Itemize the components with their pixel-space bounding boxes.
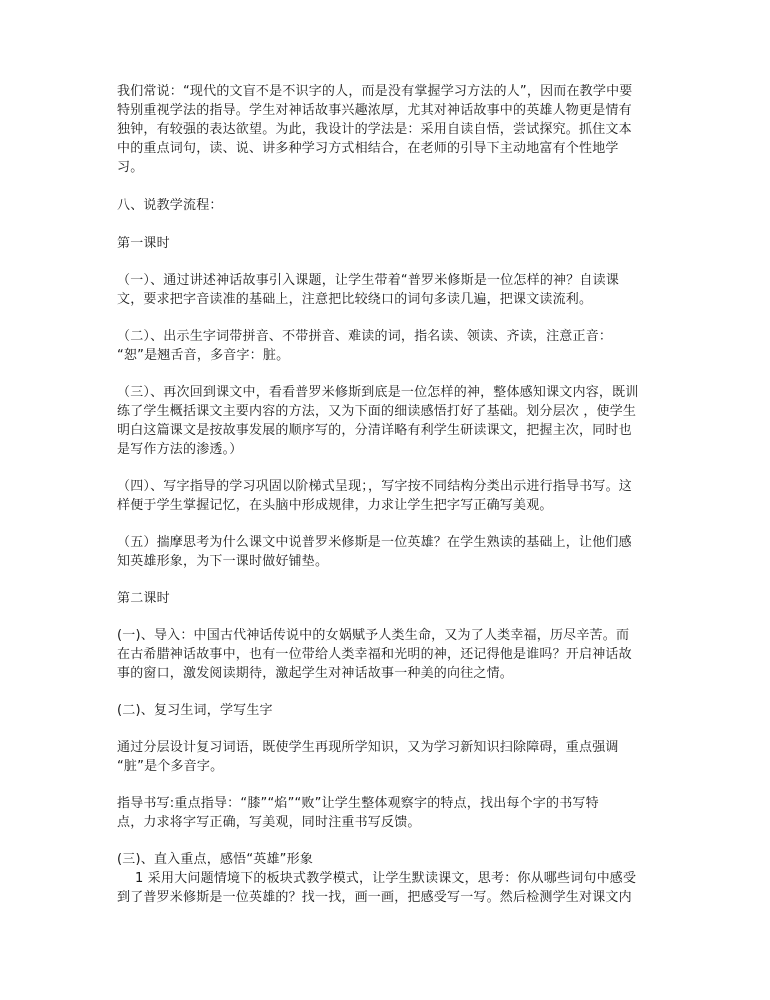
text-line: 到了普罗米修斯是一位英雄的？找一找，画一画，把感受写一写。然后检测学生对课文内 (117, 890, 632, 905)
text-line: 是写作方法的渗透。） (117, 442, 243, 457)
text-line: “恕”是翘舌音，多音字：脏。 (117, 348, 290, 363)
text-line: (一)、导入：中国古代神话传说中的女娲赋予人类生命，又为了人类幸福，历尽辛苦。而 (117, 628, 630, 643)
text-line: (二)、复习生词，学写生字 (117, 703, 273, 718)
lesson-heading: 第二课时 (117, 591, 170, 606)
text-line: 我们常说：“现代的文盲不是不识字的人，而是没有掌握学习方法的人”，因而在教学中要 (117, 84, 633, 99)
text-line: （五）揣摩思考为什么课文中说普罗米修斯是一位英雄？在学生熟读的基础上，让他们感 (117, 535, 632, 550)
text-line: 在古希腊神话故事中，也有一位带给人类幸福和光明的神，还记得他是谁吗？开启神话故 (117, 647, 632, 662)
text-line: 1 采用大问题情境下的板块式教学模式，让学生默读课文，思考：你从哪些词句中感受 (135, 871, 637, 886)
text-line: （二）、出示生字词带拼音、不带拼音、难读的词，指名读、领读、齐读，注意正音： (117, 329, 613, 344)
text-line: “脏”是个多音字。 (117, 759, 224, 774)
text-line: 知英雄形象，为下一课时做好铺垫。 (117, 554, 329, 569)
text-line: （三）、再次回到课文中，看看普罗米修斯到底是一位怎样的神，整体感知课文内容，既训 (117, 385, 639, 400)
text-line: （四）、写字指导的学习巩固以阶梯式呈现；，写字按不同结构分类出示进行指导书写。这 (117, 479, 633, 494)
text-line: 练了学生概括课文主要内容的方法，又为下面的细读感悟打好了基础。划分层次 ，使学生 (117, 404, 637, 419)
text-line: 中的重点词句，读、说、讲多种学习方式相结合，在老师的引导下主动地富有个性地学 (117, 141, 619, 156)
section-heading: 八、说教学流程： (117, 198, 223, 213)
lesson-heading: 第一课时 (117, 236, 170, 251)
text-line: 事的窗口，激发阅读期待，激起学生对神话故事一种美的向往之情。 (117, 666, 514, 681)
text-line: 样便于学生掌握记忆，在头脑中形成规律，力求让学生把字写正确写美观。 (117, 498, 553, 513)
text-line: 习。 (117, 160, 144, 175)
text-line: 指导书写:重点指导：“膝”“焰”“败”让学生整体观察字的特点，找出每个字的书写特 (117, 796, 599, 811)
text-line: (三)、直入重点，感悟“英雄”形象 (117, 852, 314, 867)
text-line: 文，要求把字音读准的基础上，注意把比较绕口的词句多读几遍，把课文读流利。 (117, 292, 593, 307)
text-line: （一）、通过讲述神话故事引入课题，让学生带着“普罗米修斯是一位怎样的神？自读课 (117, 273, 620, 288)
text-line: 通过分层设计复习词语，既使学生再现所学知识，又为学习新知识扫除障碍，重点强调 (117, 740, 619, 755)
text-line: 独钟，有较强的表达欲望。为此，我设计的学法是：采用自读自悟，尝试探究。抓住文本 (117, 122, 632, 137)
text-line: 点，力求将字写正确，写美观，同时注重书写反馈。 (117, 815, 421, 830)
text-line: 特别重视学法的指导。学生对神话故事兴趣浓厚，尤其对神话故事中的英雄人物更是情有 (117, 103, 632, 118)
text-line: 明白这篇课文是按故事发展的顺序写的，分清详略有利学生研读课文，把握主次，同时也 (117, 423, 632, 438)
